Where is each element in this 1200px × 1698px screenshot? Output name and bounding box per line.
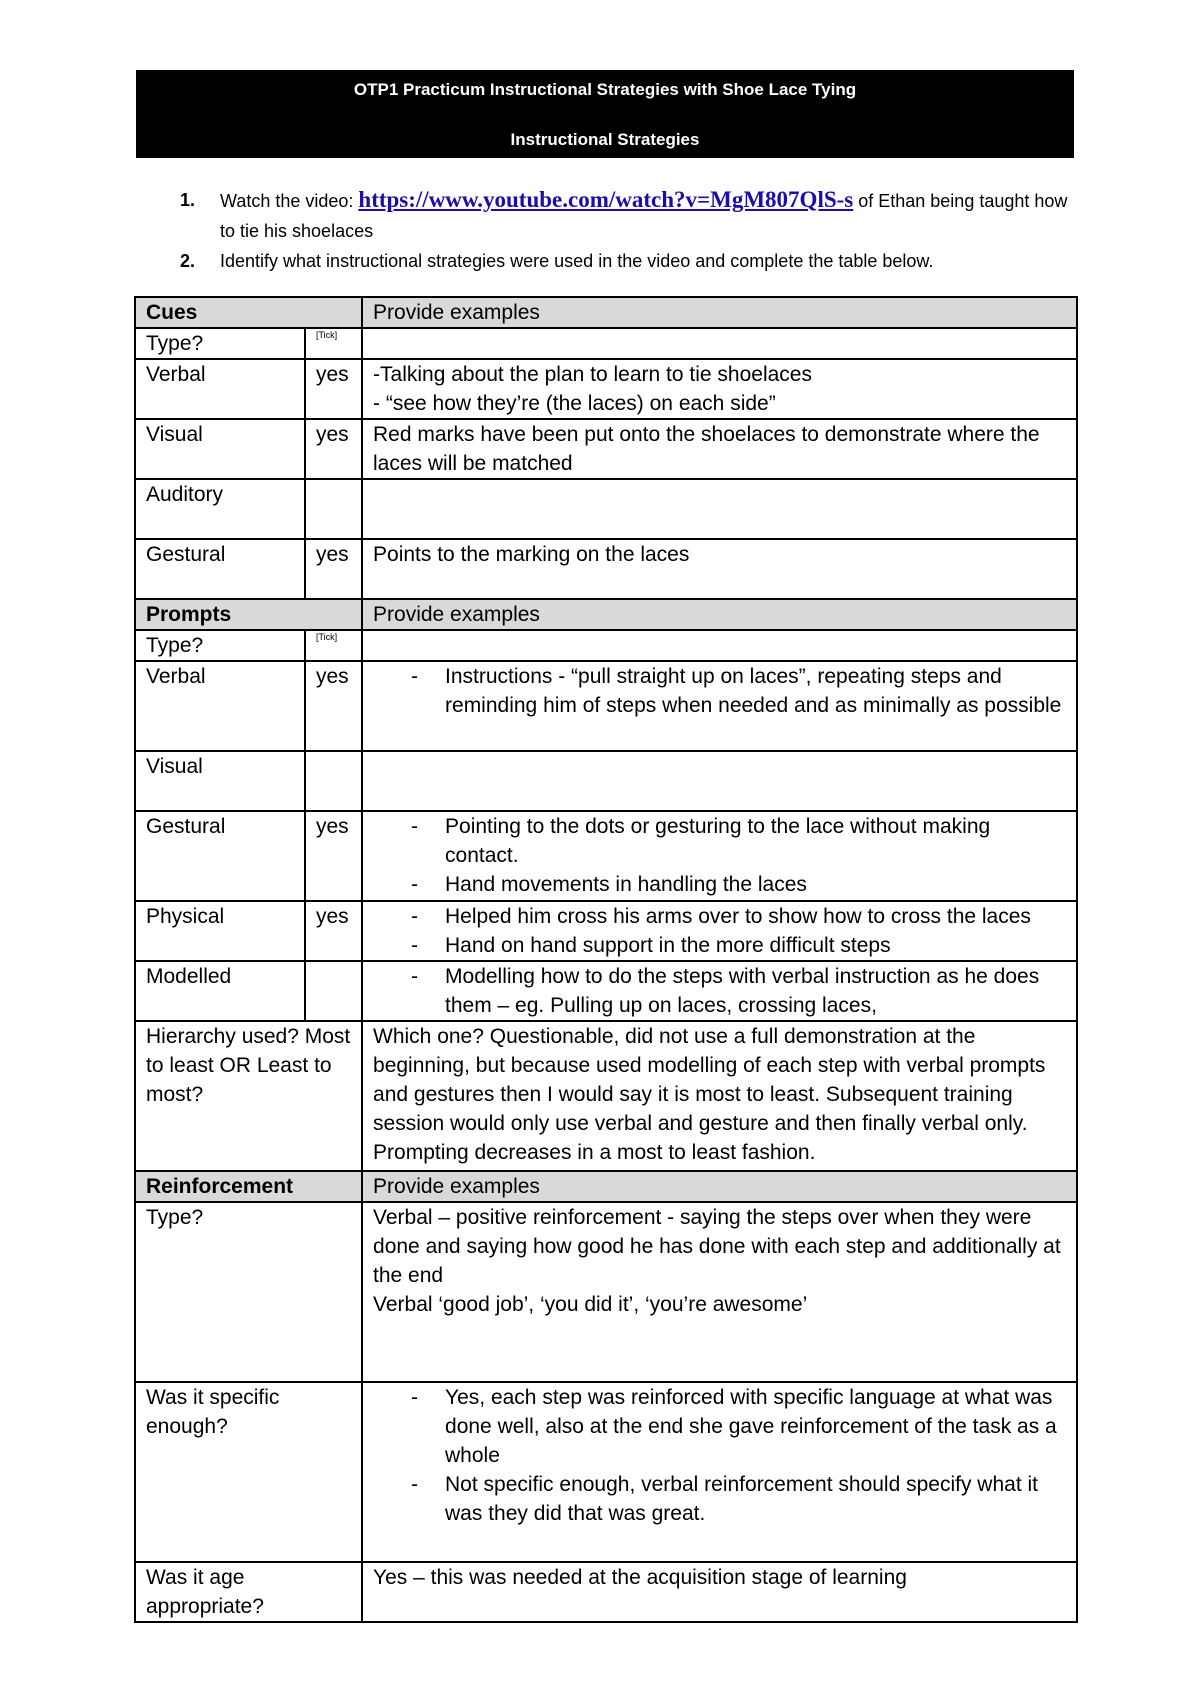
example-cell	[362, 1382, 1077, 1562]
example-text: Verbal – positive reinforcement - saying the steps over when they were done and saying how good he has done with each step and additionally at the end	[373, 1206, 1061, 1287]
section-header-row	[135, 1171, 1077, 1202]
video-link[interactable]: https://www.youtube.com/watch?v=MgM807QlS-s	[358, 187, 854, 212]
table-row	[135, 328, 1077, 359]
instruction-text: Watch the video:	[220, 191, 359, 211]
tick-cell	[305, 479, 362, 539]
example-cell	[362, 901, 1077, 961]
example-bullet: - Not specific enough, verbal reinforcement should specify what it was they did that was great.	[373, 1470, 1066, 1528]
table-row	[135, 961, 1077, 1021]
type-label: Type?	[135, 630, 305, 661]
row-label: Was it specific enough?	[135, 1382, 362, 1562]
row-label: Gestural	[135, 539, 305, 599]
table-row	[135, 630, 1077, 661]
row-label: Was it age appropriate?	[135, 1562, 362, 1622]
row-label: Verbal	[135, 661, 305, 751]
table-row	[135, 359, 1077, 419]
instruction-text: of Ethan being taught how to tie his shoelaces	[220, 191, 1068, 241]
document-title: OTP1 Practicum Instructional Strategies with Shoe Lace Tying	[353, 80, 857, 99]
tick-cell: yes	[305, 661, 362, 751]
tick-cell: yes	[305, 901, 362, 961]
instructions-list	[180, 185, 1080, 276]
type-label: Type?	[135, 328, 305, 359]
table-row	[135, 751, 1077, 811]
row-label: Visual	[135, 419, 305, 479]
example-cell: Points to the marking on the laces	[362, 539, 1077, 599]
tick-cell: yes	[305, 811, 362, 901]
table-row	[135, 1562, 1077, 1622]
document-header	[136, 70, 1074, 158]
table-row	[135, 661, 1077, 751]
example-text: -Talking about the plan to learn to tie shoelaces	[373, 363, 812, 386]
row-label: Physical	[135, 901, 305, 961]
example-text: Verbal ‘good job’, ‘you did it’, ‘you’re awesome’	[373, 1293, 808, 1316]
section-title-prompts: Prompts	[135, 599, 362, 630]
instruction-number: 2.	[180, 251, 196, 271]
example-text: - “see how they’re (the laces) on each side”	[373, 392, 776, 415]
example-cell: Yes – this was needed at the acquisition stage of learning	[362, 1562, 1077, 1622]
instruction-item	[180, 185, 1080, 246]
section-title-cues: Cues	[135, 297, 362, 328]
table-row	[135, 1202, 1077, 1382]
row-label: Modelled	[135, 961, 305, 1021]
example-bullet: - Instructions - “pull straight up on laces”, repeating steps and reminding him of steps when needed and as minimally as possible	[373, 662, 1066, 720]
row-label: Gestural	[135, 811, 305, 901]
example-bullet: - Hand movements in handling the laces	[373, 870, 1066, 899]
section-title-reinforcement: Reinforcement	[135, 1171, 362, 1202]
example-cell	[362, 1202, 1077, 1382]
provide-examples-header: Provide examples	[362, 1171, 1077, 1202]
instruction-item	[180, 246, 1080, 276]
tick-cell: yes	[305, 539, 362, 599]
row-label: Type?	[135, 1202, 362, 1382]
example-bullet: - Helped him cross his arms over to show how to cross the laces	[373, 902, 1066, 931]
example-cell	[362, 328, 1077, 359]
tick-header: [Tick]	[305, 328, 362, 359]
section-header-row	[135, 297, 1077, 328]
example-cell	[362, 630, 1077, 661]
tick-cell: yes	[305, 419, 362, 479]
example-bullet: - Yes, each step was reinforced with specific language at what was done well, also at the end she gave reinforcement of the task as a whole	[373, 1383, 1066, 1470]
tick-cell	[305, 751, 362, 811]
instruction-number: 1.	[180, 190, 196, 210]
row-label: Hierarchy used? Most to least OR Least to most?	[135, 1021, 362, 1171]
example-bullet: - Pointing to the dots or gesturing to the lace without making contact.	[373, 812, 1066, 870]
provide-examples-header: Provide examples	[362, 297, 1077, 328]
example-cell	[362, 479, 1077, 539]
instruction-text: Identify what instructional strategies were used in the video and complete the table below.	[220, 251, 934, 271]
example-cell	[362, 661, 1077, 751]
section-header-row	[135, 599, 1077, 630]
row-label: Visual	[135, 751, 305, 811]
table-row	[135, 539, 1077, 599]
example-cell: Red marks have been put onto the shoelaces to demonstrate where the laces will be matched	[362, 419, 1077, 479]
example-cell	[362, 359, 1077, 419]
row-label: Verbal	[135, 359, 305, 419]
table-row	[135, 1021, 1077, 1171]
table-row	[135, 419, 1077, 479]
example-cell	[362, 961, 1077, 1021]
table-row	[135, 811, 1077, 901]
row-label: Auditory	[135, 479, 305, 539]
example-bullet: - Modelling how to do the steps with verbal instruction as he does them – eg. Pulling up on laces, crossing laces,	[373, 962, 1066, 1020]
example-cell	[362, 811, 1077, 901]
tick-cell	[305, 961, 362, 1021]
tick-header: [Tick]	[305, 630, 362, 661]
table-row	[135, 479, 1077, 539]
tick-cell: yes	[305, 359, 362, 419]
example-cell: Which one? Questionable, did not use a full demonstration at the beginning, but because used modelling of each step with verbal prompts and gestures then I would say it is most to least. Subsequent training session would only use verbal and gesture and then finally verbal only. Prompting decreases in a most to least fashion.	[362, 1021, 1077, 1171]
document-subtitle: Instructional Strategies	[510, 130, 700, 149]
strategies-table	[134, 296, 1078, 1623]
example-cell	[362, 751, 1077, 811]
table-row	[135, 901, 1077, 961]
provide-examples-header: Provide examples	[362, 599, 1077, 630]
table-row	[135, 1382, 1077, 1562]
example-bullet: - Hand on hand support in the more difficult steps	[373, 931, 1066, 960]
